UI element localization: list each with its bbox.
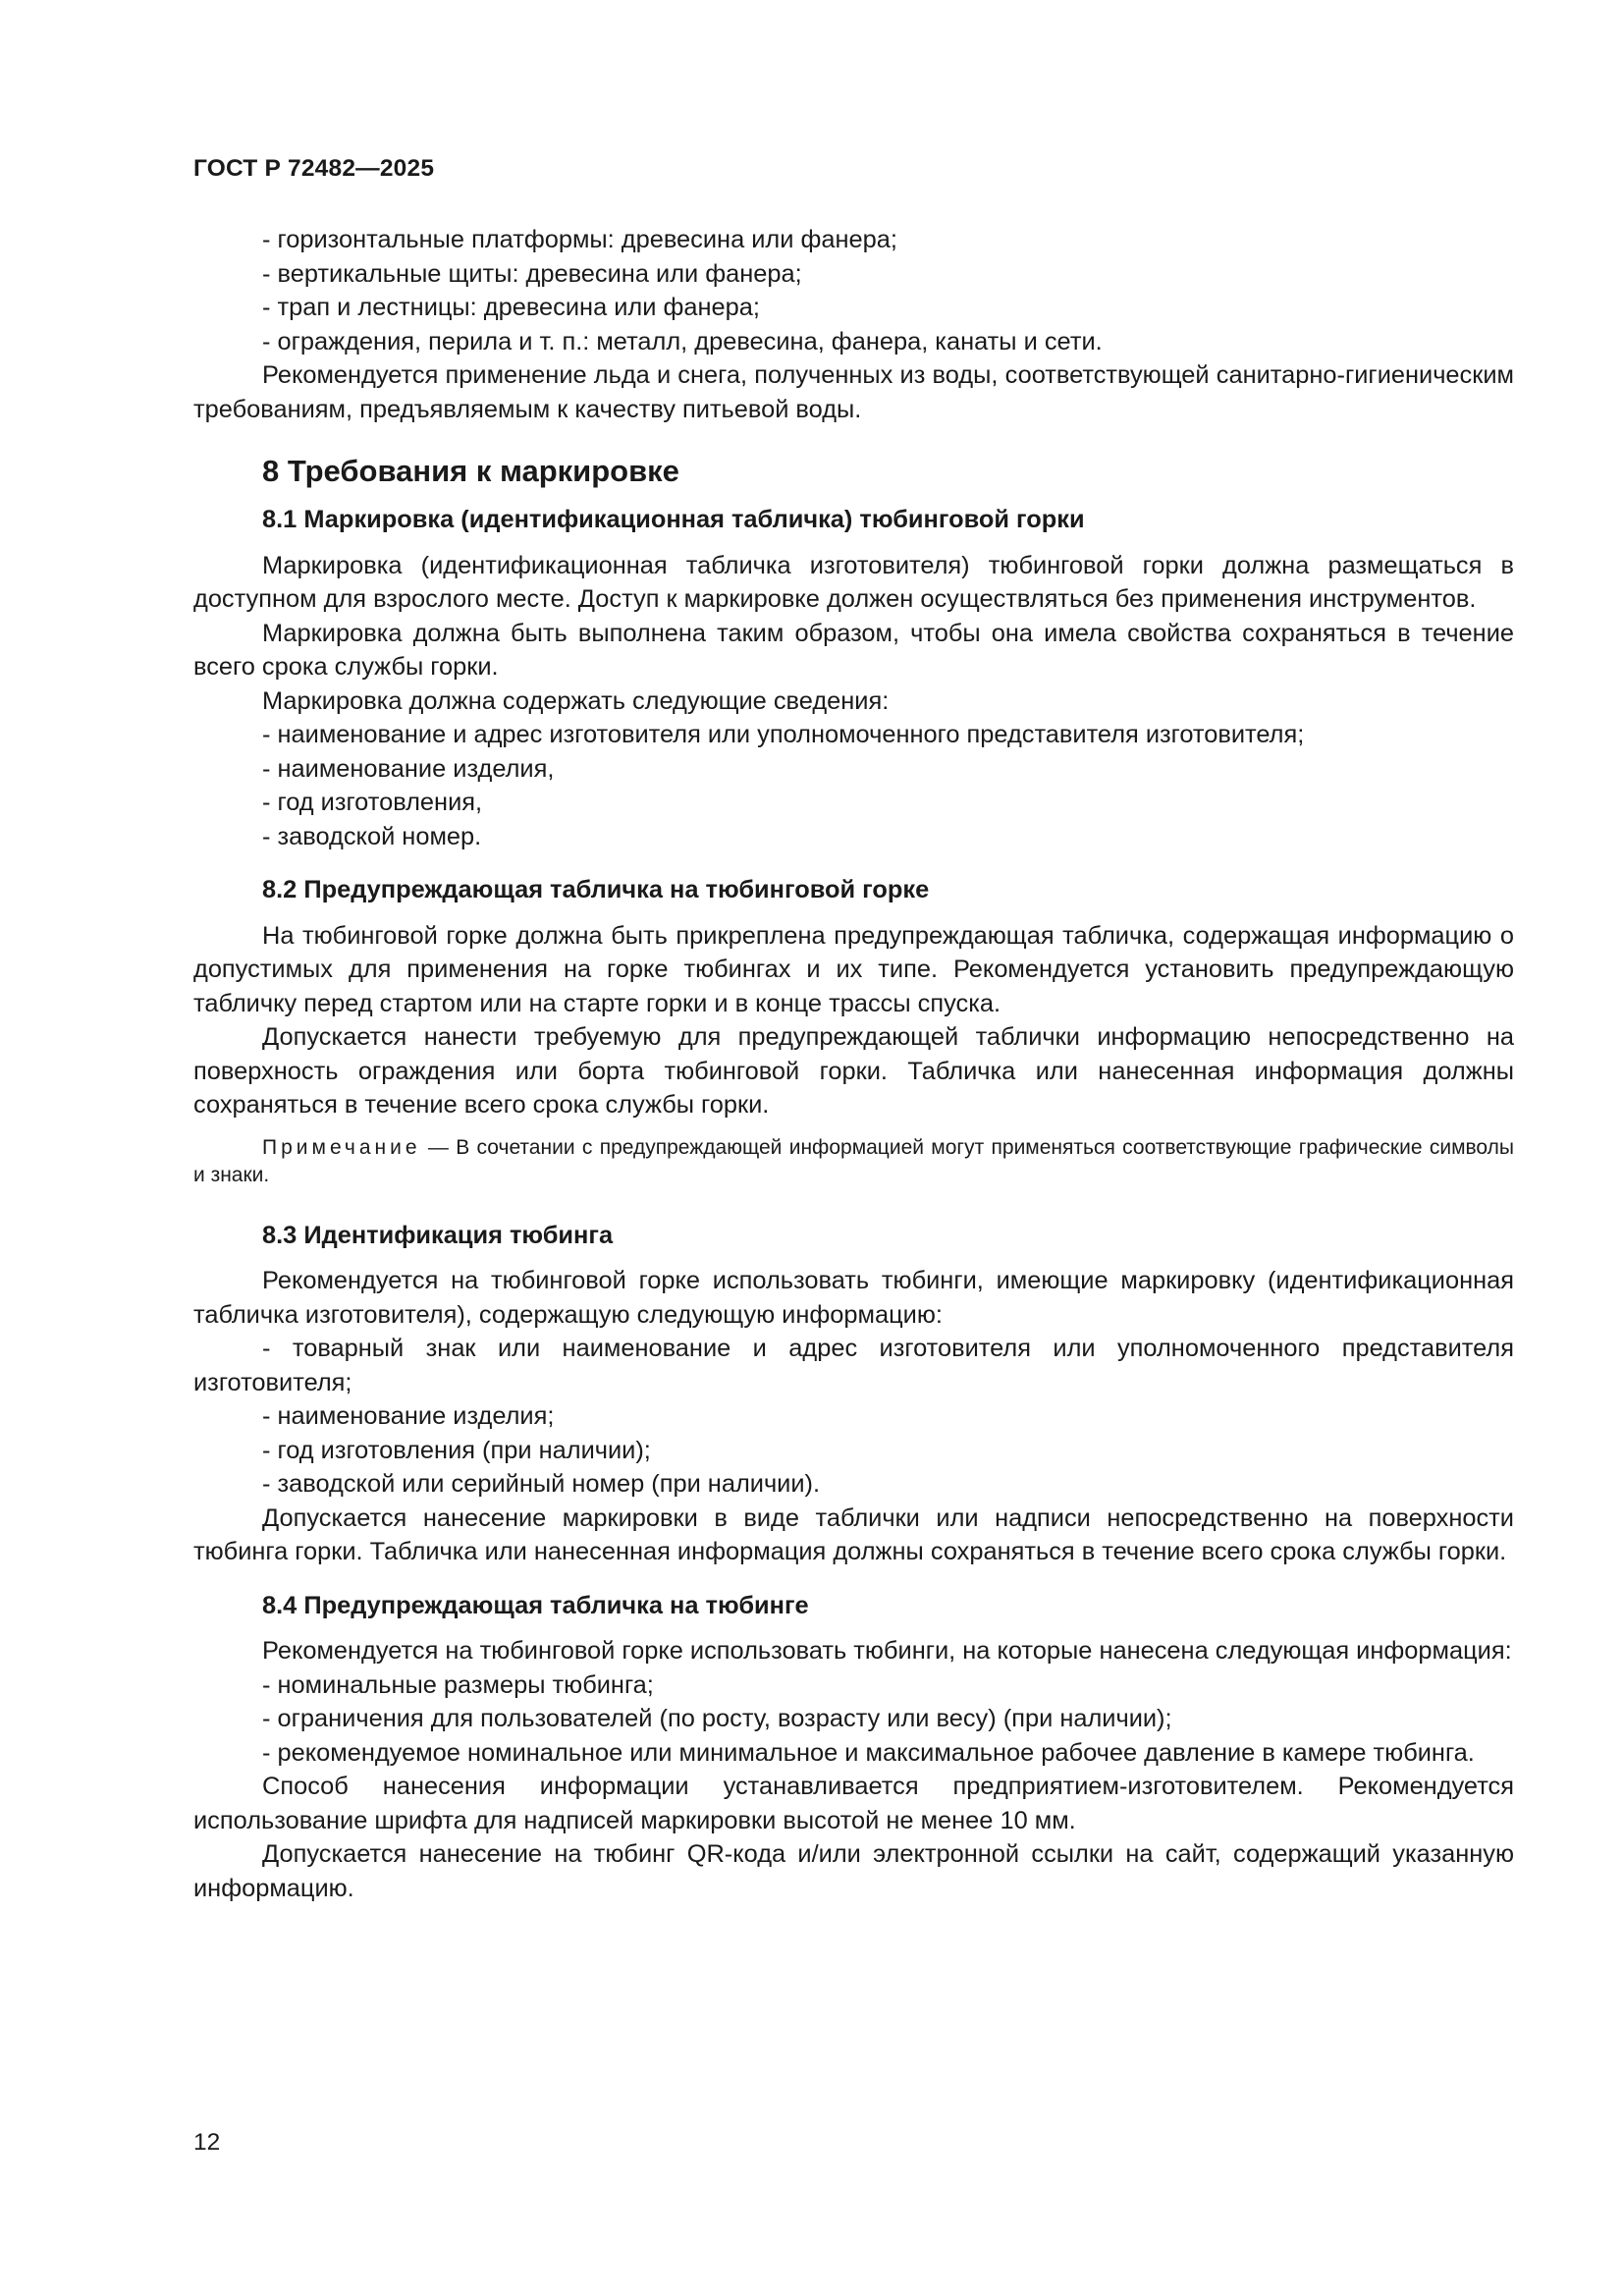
paragraph: Маркировка должна содержать следующие сведения: (262, 686, 890, 715)
list-item: - горизонтальные платформы: древесина или фанера; (262, 226, 897, 253)
subsection-heading: 8.4 Предупреждающая табличка на тюбинге (262, 1591, 809, 1619)
paragraph: Маркировка (идентификационная табличка изготовителя) тюбинговой горки должна размещаться в доступном для взрослого месте. Доступ к маркировке должен осуществляться без применения инструментов. (193, 551, 1514, 613)
list-item: - трап и лестницы: древесина или фанера; (262, 294, 760, 321)
list-item: - ограждения, перила и т. п.: металл, древесина, фанера, канаты и сети. (262, 327, 1103, 355)
list-item: - наименование изделия; (262, 1402, 555, 1430)
paragraph: Допускается нанесение на тюбинг QR-кода и/или электронной ссылки на сайт, содержащий указанную информацию. (193, 1840, 1514, 1902)
list-item: - наименование и адрес изготовителя или уполномоченного представителя изготовителя; (262, 721, 1305, 748)
list-item: - вертикальные щиты: древесина или фанера; (262, 259, 802, 288)
paragraph: На тюбинговой горке должна быть прикреплена предупреждающая табличка, содержащая информацию о допустимых для применения на горке тюбингах и их типе. Рекомендуется установить предупреждающую табличку перед стартом или на старте горки и в конце трассы спуска. (193, 921, 1514, 1017)
list-item: - заводской номер. (262, 822, 482, 850)
standard-code-header: ГОСТ Р 72482—2025 (193, 155, 435, 182)
list-item: - наименование изделия, (262, 754, 555, 783)
list-item: - год изготовления, (262, 789, 483, 816)
subsection-heading: 8.1 Маркировка (идентификационная табличка) тюбинговой горки (262, 506, 1085, 533)
list-item: - рекомендуемое номинальное или минимальное и максимальное рабочее давление в камере тюбинга. (262, 1738, 1475, 1767)
subsection-heading: 8.3 Идентификация тюбинга (262, 1221, 614, 1249)
section-heading: 8 Требования к маркировке (262, 454, 679, 488)
paragraph: Допускается нанести требуемую для предупреждающей таблички информацию непосредственно на поверхность ограждения или борта тюбинговой горки. Табличка или нанесенная информация должны сохраняться в течение всего срока службы горки. (193, 1023, 1514, 1119)
list-item: - год изготовления (при наличии); (262, 1436, 651, 1464)
list-item: - товарный знак или наименование и адрес изготовителя или уполномоченного представителя изготовителя; (193, 1335, 1514, 1396)
page-number: 12 (193, 2129, 221, 2156)
page-content (193, 223, 1514, 1905)
paragraph: Маркировка должна быть выполнена таким образом, чтобы она имела свойства сохраняться в течение всего срока службы горки. (193, 619, 1514, 681)
note-label: Примечание (262, 1135, 421, 1159)
paragraph: Рекомендуется применение льда и снега, полученных из воды, соответствующей санитарно-гигиеническим требованиям, предъявляемым к качеству питьевой воды. (193, 361, 1514, 423)
list-item: - заводской или серийный номер (при наличии). (262, 1470, 821, 1498)
list-item: - номинальные размеры тюбинга; (262, 1670, 654, 1699)
note-text: — В сочетании с предупреждающей информацией могут применяться соответствующие графические символы и знаки. (193, 1135, 1514, 1186)
paragraph: Рекомендуется на тюбинговой горке использовать тюбинги, на которые нанесена следующая информация: (262, 1637, 1512, 1665)
paragraph: Рекомендуется на тюбинговой горке использовать тюбинги, имеющие маркировку (идентификационная табличка изготовителя), содержащую следующую информацию: (193, 1267, 1514, 1329)
list-item: - ограничения для пользователей (по росту, возрасту или весу) (при наличии); (262, 1705, 1172, 1732)
paragraph: Допускается нанесение маркировки в виде таблички или надписи непосредственно на поверхности тюбинга горки. Табличка или нанесенная информация должны сохраняться в течение всего срока службы горки. (193, 1503, 1514, 1565)
paragraph: Способ нанесения информации устанавливается предприятием-изготовителем. Рекомендуется использование шрифта для надписей маркировки высотой не менее 10 мм. (193, 1773, 1514, 1834)
subsection-heading: 8.2 Предупреждающая табличка на тюбинговой горке (262, 876, 930, 903)
note (193, 1134, 1514, 1189)
